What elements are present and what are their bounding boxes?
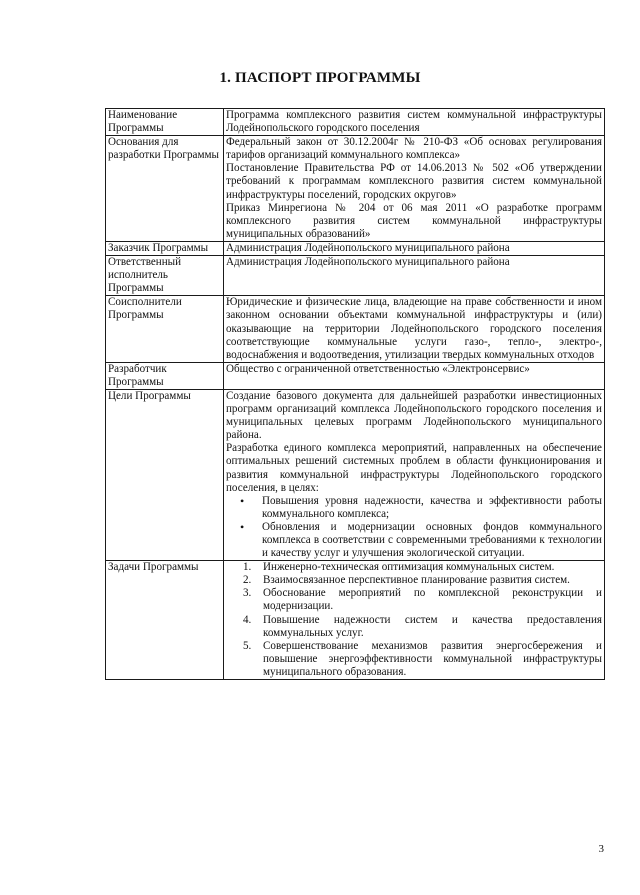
numbered-item	[243, 574, 602, 587]
row-value	[224, 389, 605, 560]
row-label: Соисполнители Программы	[106, 296, 224, 362]
value-paragraph: Администрация Лодейнопольского муниципального района	[226, 241, 510, 254]
row-value	[224, 136, 605, 242]
value-paragraph: Администрация Лодейнопольского муниципального района	[226, 256, 510, 269]
row-value	[224, 241, 605, 255]
page-number: 3	[598, 843, 604, 855]
item-number: 5.	[243, 639, 252, 652]
value-paragraph: Юридические и физические лица, владеющие на праве собственности и ином законном основании объектами коммунальной инфраструктуры и (или) оказывающие на территории Лодейнопольского городского поселения соответствующие коммунальные услуги газо-, тепло-, электро-, водоснабжения и водоотведения, утилизации твердых коммунальных отходов	[226, 296, 602, 361]
item-text: Совершенствование механизмов развития энергосбережения и повышение энергоэффективности коммунальной инфраструктуры муниципального образования.	[263, 639, 602, 678]
numbered-item	[243, 639, 602, 679]
table-row	[106, 109, 605, 136]
bullet-item: • Повышения уровня надежности, качества и эффективности работы коммунального комплекса;	[262, 495, 602, 521]
value-paragraph: Федеральный закон от 30.12.2004г № 210-ФЗ «Об основах регулирования тарифов организаций коммунального комплекса»	[226, 136, 602, 162]
row-value	[224, 296, 605, 362]
value-paragraph: Программа комплексного развития систем коммунальной инфраструктуры Лодейнопольского городского поселения	[226, 109, 602, 135]
tasks-numbered-list	[226, 561, 602, 679]
item-text: Обоснование мероприятий по комплексной реконструкции и модернизации.	[263, 587, 602, 613]
row-label: Цели Программы	[106, 389, 224, 560]
table-row	[106, 296, 605, 362]
table-row	[106, 362, 605, 389]
row-label: Основания для разработки Программы	[106, 136, 224, 242]
item-text: Повышение надежности систем и качества предоставления коммунальных услуг.	[263, 613, 602, 639]
table-row	[106, 241, 605, 255]
table-row	[106, 561, 605, 680]
value-paragraph: Приказ Минрегиона № 204 от 06 мая 2011 «О разработке программ комплексного развития систем коммунальной инфраструктуры муниципальных образований»	[226, 201, 602, 240]
row-value	[224, 561, 605, 680]
numbered-item	[243, 561, 602, 574]
row-label: Ответственный исполнитель Программы	[106, 256, 224, 296]
item-number: 1.	[243, 561, 252, 574]
item-number: 2.	[243, 574, 252, 587]
item-number: 4.	[243, 613, 252, 626]
row-value	[224, 362, 605, 389]
value-paragraph: Общество с ограниченной ответственностью «Электронсервис»	[226, 362, 530, 375]
value-paragraph: Создание базового документа для дальнейшей разработки инвестиционных программ организаций комплекса Лодейнопольского городского поселения и муниципальных целевых программ Лодейнопольского муниципального района.	[226, 389, 602, 442]
row-label: Заказчик Программы	[106, 241, 224, 255]
value-paragraph: Разработка единого комплекса мероприятий, направленных на обеспечение оптимальных решений системных проблем в области функционирования и развития коммунальной инфраструктуры Лодейнопольского городского поселения, в целях:	[226, 442, 602, 494]
item-text: Инженерно-техническая оптимизация коммунальных систем.	[263, 561, 555, 574]
row-label: Наименование Программы	[106, 109, 224, 136]
bullet-item: • Обновления и модернизации основных фондов коммунального комплекса в соответствии с современными требованиями к технологии и качеству услуг и улучшения экологической ситуации.	[262, 521, 602, 560]
page-title: 1. ПАСПОРТ ПРОГРАММЫ	[219, 70, 421, 86]
table-row	[106, 256, 605, 296]
item-text: Взаимосвязанное перспективное планирование развития систем.	[263, 574, 570, 587]
goals-bullet-list	[226, 495, 602, 560]
value-paragraph: Постановление Правительства РФ от 14.06.2013 № 502 «Об утверждении требований к программам комплексного развития систем коммунальной инфраструктуры поселений, городских округов»	[226, 162, 602, 201]
numbered-item	[243, 587, 602, 613]
row-label: Задачи Программы	[106, 561, 224, 680]
row-value	[224, 256, 605, 296]
item-number: 3.	[243, 587, 252, 600]
row-label: Разработчик Программы	[106, 362, 224, 389]
numbered-item	[243, 613, 602, 640]
table-row	[106, 136, 605, 242]
passport-table	[105, 108, 605, 680]
row-value	[224, 109, 605, 136]
table-row	[106, 389, 605, 560]
